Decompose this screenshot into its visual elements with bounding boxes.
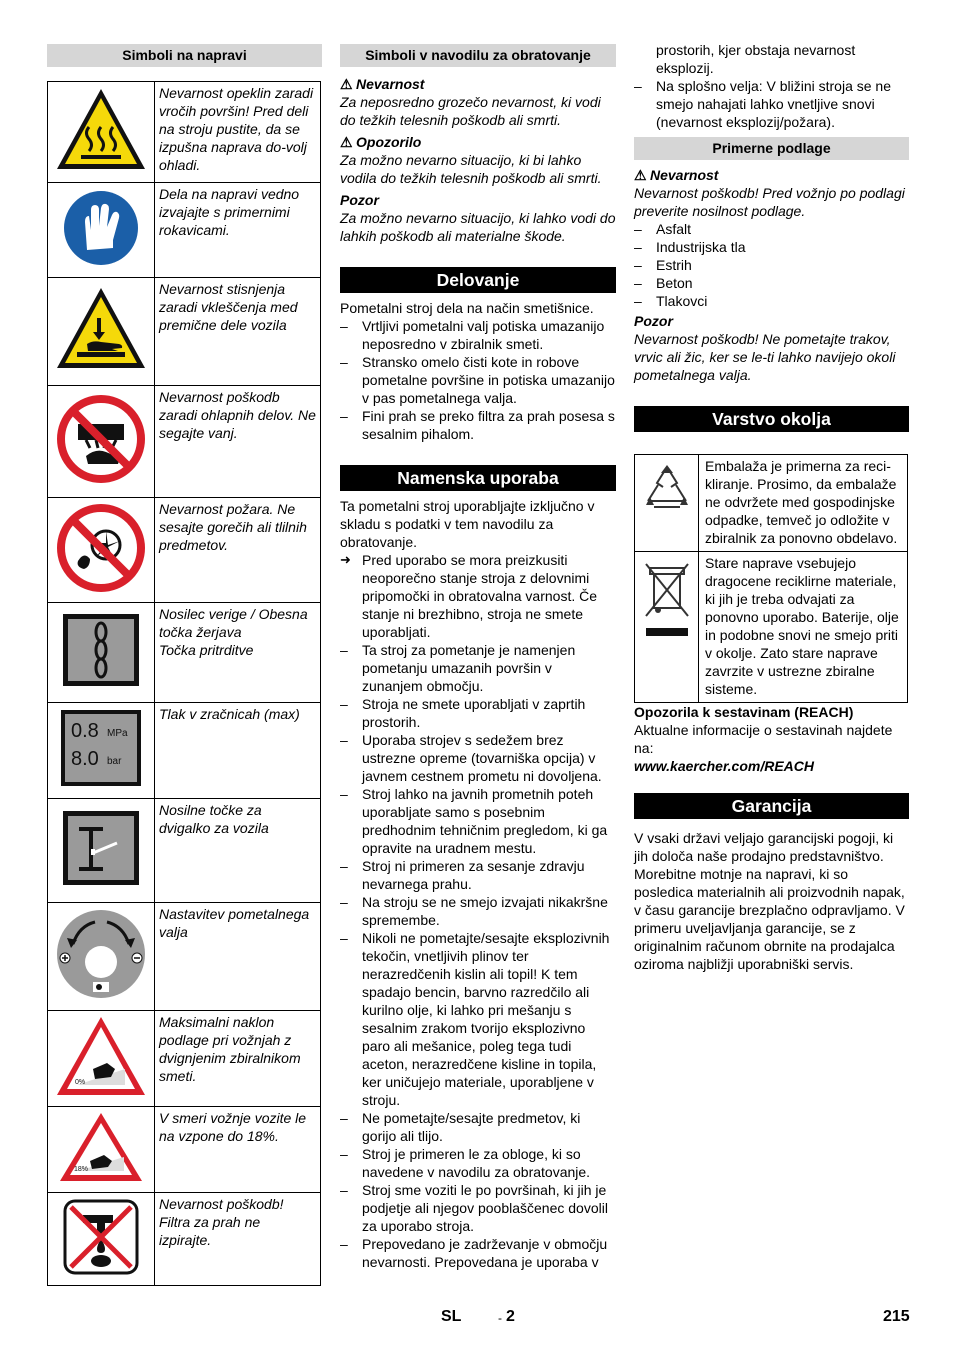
footer-separator: - <box>498 1311 502 1325</box>
uporaba-heading: Namenska uporaba <box>340 465 616 491</box>
tire-pressure-icon <box>61 710 141 786</box>
caution-label: Pozor <box>340 192 379 208</box>
symbol-text: Maksimalni naklon podlage pri vožnjah z dvignjenim zbiralnikom smeti. <box>155 1011 321 1107</box>
reach-text: Aktualne informacije o sestavinah najdete na: <box>634 722 893 756</box>
symbol-text: Nevarnost poškodb! Filtra za prah ne izpirajte. <box>155 1193 321 1286</box>
symbol-row <box>48 386 321 498</box>
right-column <box>634 41 909 973</box>
list-item: – Stroj lahko na javnih prometnih poteh uporabljate samo s posebnim predhodnim tehničnim pregledom, ki ga opravite na uradnem mestu. <box>340 785 616 857</box>
uporaba-intro: Ta pometalni stroj uporabljajte izključno v skladu s podatki v tem navodilu za obratovanje. <box>340 498 595 550</box>
symbols-table <box>47 81 321 1286</box>
danger-text: Za neposredno grozečo nevarnost, ki vodi do težkih telesnih poškodb ali smrti. <box>340 94 601 128</box>
wear-gloves-icon <box>61 188 141 268</box>
caution-text: Za možno nevarno situacijo, ki lahko vodi do lahkih poškodb ali materialne škode. <box>340 210 616 244</box>
garancija-text: V vsaki državi veljajo garancijski pogoji, ki jih določa naše prodajno predstavništvo. Morebitne motnje na napravi, ki so posledica materialnih ali proizvodnih napak, v času garancije brezplačno odpravljamo. V primeru uveljavljanja garancije, se z originalnim računom obrnite na prodajalca oziroma najbližji uporabniški servis. <box>634 830 905 972</box>
symbols-column <box>47 44 322 1286</box>
okolje-heading: Varstvo okolja <box>634 406 909 432</box>
footer-language: SL <box>441 1308 462 1325</box>
roller-adjust-icon <box>53 906 149 1002</box>
symbol-row <box>48 603 321 703</box>
list-item: – Prepovedano je zadrževanje v območju nevarnosti. Prepovedana je uporaba v <box>340 1235 616 1271</box>
list-item: – Uporaba strojev s sedežem brez ustrezne opreme (tovarniška opcija) v javnem cestnem prometu ni dovoljena. <box>340 731 616 785</box>
footer-page-number: 215 <box>883 1308 910 1325</box>
symbol-row <box>48 1193 321 1286</box>
delovanje-intro: Pometalni stroj dela na način smetišnice. <box>340 300 594 316</box>
pressure-mpa-unit: MPa <box>107 728 128 739</box>
symbol-text: Nevarnost stisnjenja zaradi vkleščenja med premične dele vozila <box>155 278 321 386</box>
delovanje-list <box>340 317 616 443</box>
no-reaching-in-icon <box>56 394 146 484</box>
danger-label-line <box>340 75 616 93</box>
symbol-row <box>48 498 321 603</box>
no-washing-filter-icon <box>61 1197 141 1277</box>
pressure-bar-value: 8.0 <box>71 748 99 770</box>
pressure-mpa-value: 0.8 <box>71 720 99 742</box>
svg-text:18%: 18% <box>74 1166 89 1173</box>
symbol-row <box>48 703 321 799</box>
list-item: – Stransko omelo čisti kote in robove pometalne površine in potiska umazanijo v pas pometalnega valja. <box>340 353 616 407</box>
symbol-text: Nosilec verige / Obesna točka žerjava Točka pritrditve <box>155 603 321 703</box>
continued-text: prostorih, kjer obstaja nevarnost eksplozij. <box>656 42 856 76</box>
list-item: – Tlakovci <box>634 292 909 310</box>
list-item: – Ne pometajte/sesajte predmetov, ki gorijo ali tlijo. <box>340 1109 616 1145</box>
warning-label-line <box>340 133 616 151</box>
crossed-bin-icon <box>640 558 694 642</box>
no-burning-objects-icon <box>56 503 146 593</box>
symbol-row <box>48 1107 321 1193</box>
uporaba-arrow-item: ➜ Pred uporabo se mora preizkusiti neoporečno stanje stroja z delovnimi pripomočki in obratovalna varnost. Če stanje ni brezhibno, stroja ne smete uporabljati. <box>340 551 616 641</box>
list-item: – Vrtljivi pometalni valj potiska umazanijo neposredno v zbiralnik smeti. <box>340 317 616 353</box>
symbol-text: Dela na napravi vedno izvajajte s primernimi rokavicami. <box>155 183 321 278</box>
incline-18-icon <box>56 1109 146 1185</box>
symbols-heading: Simboli na napravi <box>47 44 322 67</box>
list-item: – Nikoli ne pometajte/sesajte eksplozivnih tekočin, vnetljivih plinov ter nerazredčenih kislin ali topil! K tem spadajo bencin, barvno razredčilo ali kurilno olje, ki lahko pri mešanju s sesalnim zrakom tvorijo eksplozivno paro ali mešanice, poleg tega tudi aceton, nerazredčene kisline in topila, ker uničujejo materiale, uporabljene v stroju. <box>340 929 616 1109</box>
list-item: – Stroja ne smete uporabljati v zaprtih prostorih. <box>340 695 616 731</box>
podlage-danger-label-line <box>634 166 909 184</box>
recycle-icon <box>640 461 694 515</box>
list-item: – Estrih <box>634 256 909 274</box>
chain-lifting-point-icon <box>61 612 141 688</box>
list-item: – Na stroju se ne smejo izvajati nikakršne spremembe. <box>340 893 616 929</box>
podlage-danger-label: Nevarnost <box>650 167 719 183</box>
symbol-row <box>48 278 321 386</box>
symbol-row <box>48 82 321 183</box>
list-item: – Industrijska tla <box>634 238 909 256</box>
crush-hazard-icon <box>53 284 149 374</box>
warning-triangle-icon: ⚠ <box>634 167 647 183</box>
symbol-text: V smeri vožnje vozite le na vzpone do 18%. <box>155 1107 321 1193</box>
manual-symbols-heading: Simboli v navodilu za obratovanje <box>340 44 616 67</box>
pressure-bar-unit: bar <box>107 756 122 767</box>
list-item: – Stroj sme voziti le po površinah, ki jih je podjetje ali njegov pooblaščenec dovolil za uporabo stroja. <box>340 1181 616 1235</box>
warning-text: Za možno nevarno situacijo, ki bi lahko vodila do težkih telesnih poškodb ali smrti. <box>340 152 602 186</box>
symbol-text: Nosilne točke za dvigalko za vozila <box>155 799 321 903</box>
jack-point-icon <box>61 809 141 887</box>
hot-surface-warning-icon <box>53 85 149 175</box>
instructions-column <box>340 44 616 1271</box>
environment-text: Stare naprave vsebujejo dragocene reciklirne materiale, ki jih je treba odvajati za ponovno uporabo. Baterije, olje in podobne snovi ne smejo priti v okolje. Zato stare naprave zavrzite v ustrezne zbiralne sisteme. <box>699 552 908 703</box>
garancija-heading: Garancija <box>634 793 909 819</box>
list-item: – Na splošno velja: V bližini stroja se ne smejo nahajati lahko vnetljive snovi (nevarnost eksplozij/požara). <box>634 77 909 131</box>
environment-table <box>634 454 908 703</box>
environment-row <box>635 552 908 703</box>
environment-row <box>635 455 908 552</box>
warning-triangle-icon: ⚠ <box>340 76 353 92</box>
symbol-row <box>48 183 321 278</box>
uporaba-list <box>340 641 616 1271</box>
symbol-text: Nevarnost opeklin zaradi vročih površin! Pred deli na stroju pustite, da se izpušna naprava do-volj ohladi. <box>155 82 321 183</box>
footer-section: 2 <box>506 1308 515 1325</box>
max-incline-icon <box>53 1013 149 1099</box>
list-item: – Beton <box>634 274 909 292</box>
warning-label: Opozorilo <box>356 134 422 150</box>
list-item: – Ta stroj za pometanje je namenjen pometanju umazanih površin v zunanjem območju. <box>340 641 616 695</box>
warning-triangle-icon: ⚠ <box>340 134 353 150</box>
symbol-text: Nevarnost poškodb zaradi ohlapnih delov. Ne segajte vanj. <box>155 386 321 498</box>
list-item: – Asfalt <box>634 220 909 238</box>
podlage-danger-text: Nevarnost poškodb! Pred vožnjo po podlagi preverite nosilnost podlage. <box>634 185 905 219</box>
environment-text: Embalaža je primerna za reci-kliranje. Prosimo, da embalaže ne odvržete med gospodinjske odpadke, temveč jo odložite v zbiralnik za ponovno obdelavo. <box>699 455 908 552</box>
reach-heading: Opozorila k sestavinam (REACH) <box>634 704 854 720</box>
podlage-heading: Primerne podlage <box>634 137 909 160</box>
list-item: – Stroj ni primeren za sesanje zdravju nevarnega prahu. <box>340 857 616 893</box>
symbol-text: Tlak v zračnicah (max) <box>155 703 321 799</box>
podlage-list <box>634 220 909 310</box>
symbol-row <box>48 903 321 1011</box>
podlage-caution-text: Nevarnost poškodb! Ne pometajte trakov, vrvic ali žic, ker se le-ti lahko navijejo okoli pometalnega valja. <box>634 331 896 383</box>
danger-label: Nevarnost <box>356 76 425 92</box>
symbol-text: Nastavitev pometalnega valja <box>155 903 321 1011</box>
list-item: – Stroj je primeren le za obloge, ki so navedene v navodilu za obratovanje. <box>340 1145 616 1181</box>
delovanje-heading: Delovanje <box>340 267 616 293</box>
symbol-row <box>48 799 321 903</box>
list-item: – Fini prah se preko filtra za prah posesa s sesalnim pihalom. <box>340 407 616 443</box>
reach-link[interactable]: www.kaercher.com/REACH <box>634 758 814 774</box>
podlage-caution-label: Pozor <box>634 313 673 329</box>
svg-text:0%: 0% <box>75 1079 86 1086</box>
symbol-row <box>48 1011 321 1107</box>
symbol-text: Nevarnost požara. Ne sesajte gorečih ali tlilnih predmetov. <box>155 498 321 603</box>
